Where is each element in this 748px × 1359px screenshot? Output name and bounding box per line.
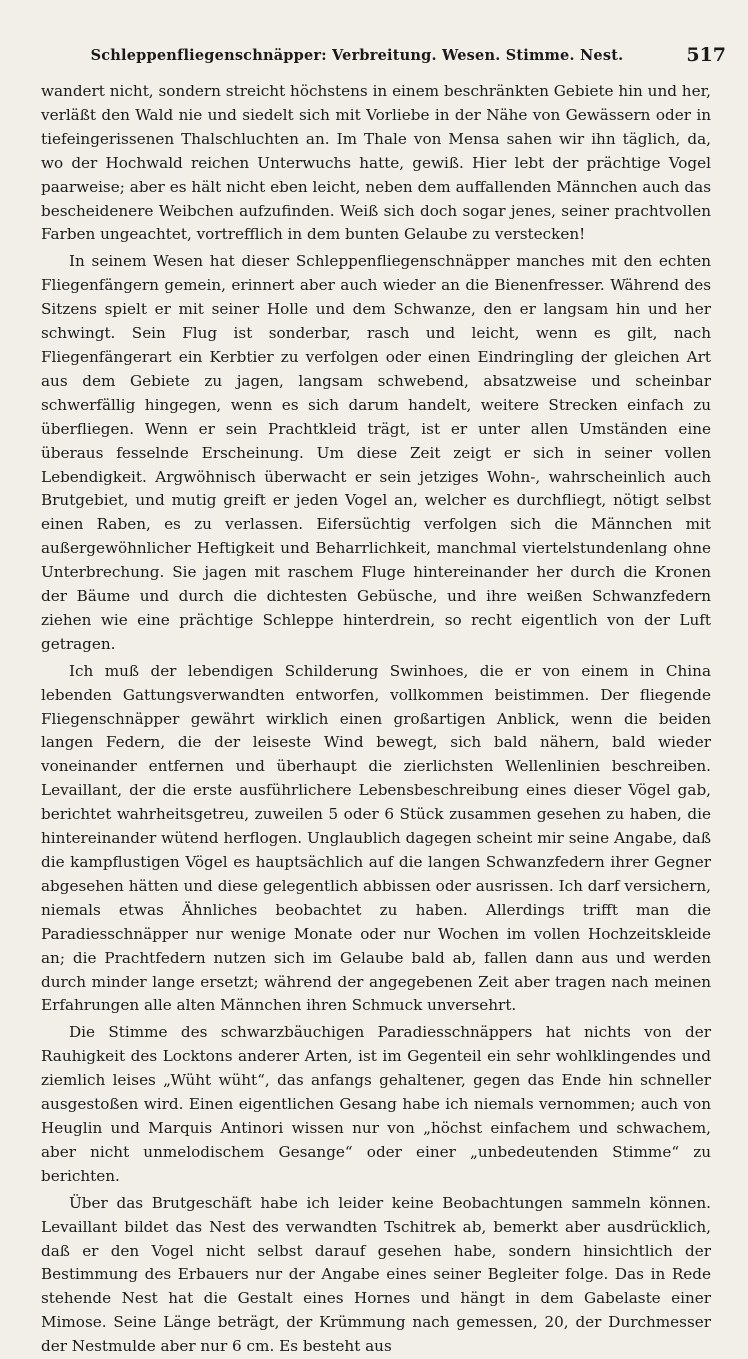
paragraph-stimme: Die Stimme des schwarzbäuchigen Paradiesschnäppers hat nichts von der Rauhigkeit des Locktons anderer Arten, ist im Gegenteil ein sehr wohlklingendes und ziemlich leises „Wüht wüht“, das anfangs gehaltener, gegen das Ende hin schneller ausgestoßen wird. Einen eigentlichen Gesang habe ich niemals vernommen; auch von Heuglin und Marquis Antinori wissen nur von „höchst einfachem und schwachem, aber nicht unmelodischem Gesange“ oder einer „unbedeutenden Stimme“ zu berichten. [41,1023,711,1185]
page-number: 517 [686,44,726,66]
page-header [40,42,726,68]
paragraph-continued: wandert nicht, sondern streicht höchstens in einem beschränkten Gebiete hin und her, verläßt den Wald nie und siedelt sich mit Vorliebe in der Nähe von Gewässern oder in tiefeingerissenen Thalschluchten an. Im Thale von Mensa sahen wir ihn täglich, da, wo der Hochwald reichen Unterwuchs hatte, gewiß. Hier lebt der prächtige Vogel paarweise; aber es hält nicht eben leicht, neben dem auffallenden Männchen auch das bescheidenere Weibchen aufzufinden. Weiß sich doch sogar jenes, seiner prachtvollen Farben ungeachtet, vortrefflich in dem bunten Gelaube zu verstecken! [41,82,711,244]
paragraph-brutgeschaeft: Über das Brutgeschäft habe ich leider keine Beobachtungen sammeln können. Levaillant bildet das Nest des verwandten Tschitrek ab, bemerkt aber ausdrücklich, daß er den Vogel nicht selbst darauf gesehen habe, sondern hinsichtlich der Bestimmung des Erbauers nur der Angabe eines seiner Begleiter folge. Das in Rede stehende Nest hat die Gestalt eines Hornes und hängt in dem Gabelaste einer Mimose. Seine Länge beträgt, der Krümmung nach gemessen, 20, der Durchmesser der Nestmulde aber nur 6 cm. Es besteht aus [41,1193,711,1356]
running-head: Schleppenfliegenschnäpper: Verbreitung. Wesen. Stimme. Nest. [90,46,624,64]
paragraph-swinhoe: Ich muß der lebendigen Schilderung Swinhoes, die er von einem in China lebenden Gattungsverwandten entworfen, vollkommen beistimmen. Der fliegende Fliegenschnäpper gewährt wirklich einen großartigen Anblick, wenn die beiden langen Federn, die der leiseste Wind bewegt, sich bald nähern, bald wieder voneinander entfernen und überhaupt die zierlichsten Wellenlinien beschreiben. Levaillant, der die erste ausführlichere Lebensbeschreibung eines dieser Vögel gab, berichtet wahrheitsgetreu, zuweilen 5 oder 6 Stück zusammen gesehen zu haben, die hintereinander wütend herflogen. Unglaublich dagegen scheint mir seine Angabe, daß die kampflustigen Vögel es hauptsächlich auf die langen Schwanzfedern ihrer Gegner abgesehen hätten und diese gelegentlich abbissen oder ausrissen. Ich darf versichern, niemals etwas Ähnliches beobachtet zu haben. Allerdings trifft man die Paradiesschnäpper nur wenige Monate oder nur Wochen im vollen Hochzeitskleide an; die Prachtfedern nutzen sich im Gelaube bald ab, fallen dann aus und werden durch minder lange ersetzt; während der angegebenen Zeit aber tragen nach meinen Erfahrungen alle alten Männchen ihren Schmuck unversehrt. [41,661,711,1015]
body-text [41,80,711,1359]
paragraph-wesen: In seinem Wesen hat dieser Schleppenfliegenschnäpper manches mit den echten Fliegenfängern gemein, erinnert aber auch wieder an die Bienenfresser. Während des Sitzens spielt er mit seiner Holle und dem Schwanze, den er langsam hin und her schwingt. Sein Flug ist sonderbar, rasch und leicht, wenn es gilt, nach Fliegenfängerart ein Kerbtier zu verfolgen oder einen Eindringling der gleichen Art aus dem Gebiete zu jagen, langsam schwebend, absatzweise und scheinbar schwerfällig hingegen, wenn es sich darum handelt, weitere Strecken einfach zu überfliegen. Wenn er sein Prachtkleid trägt, ist er unter allen Umständen eine überaus fesselnde Erscheinung. Um diese Zeit zeigt er sich in seiner vollen Lebendigkeit. Argwöhnisch überwacht er sein jetziges Wohn-, wahrscheinlich auch Brutgebiet, und mutig greift er jeden Vogel an, welcher es durchfliegt, nötigt selbst einen Raben, es zu verlassen. Eifersüchtig verfolgen sich die Männchen mit außergewöhnlicher Heftigkeit und Beharrlichkeit, manchmal viertelstundenlang ohne Unterbrechung. Sie jagen mit raschem Fluge hintereinander her durch die Kronen der Bäume und durch die dichtesten Gebüsche, und ihre weißen Schwanzfedern ziehen wie eine prächtige Schleppe hinterdrein, so recht eigentlich von der Luft getragen. [41,252,711,653]
